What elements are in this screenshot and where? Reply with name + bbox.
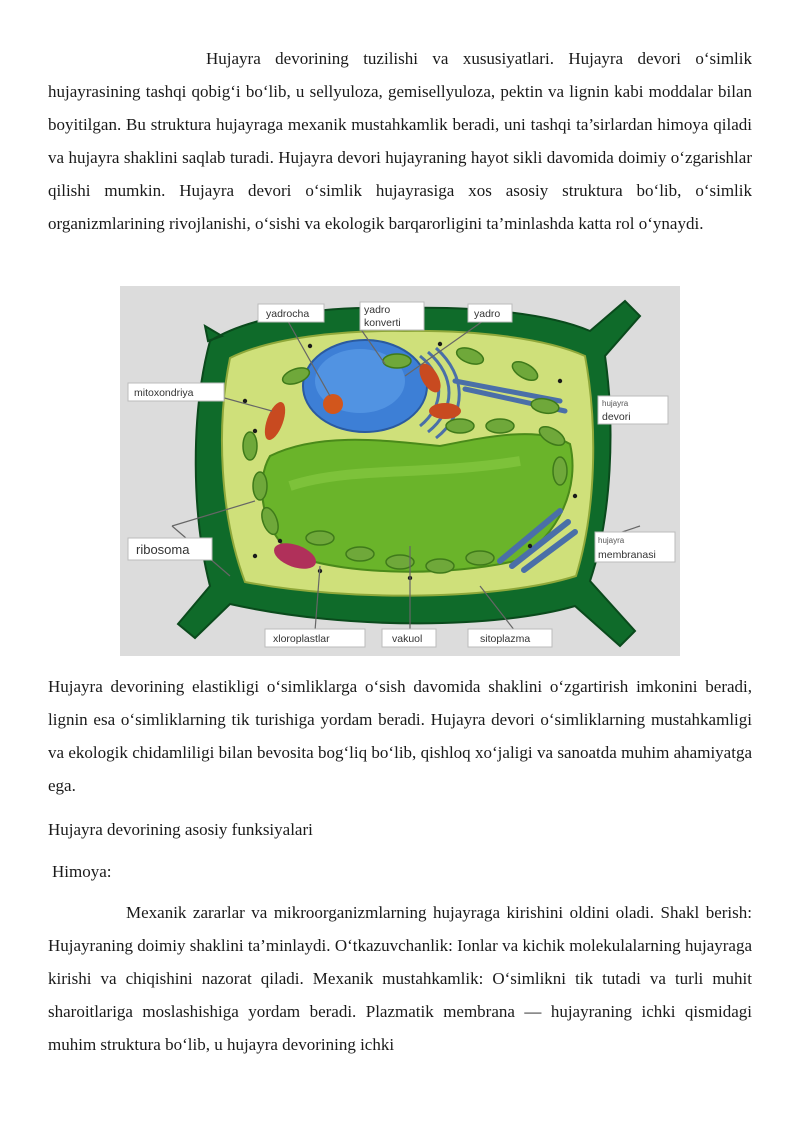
ribosome (308, 344, 312, 348)
svg-text:konverti: konverti (364, 317, 401, 329)
ribosome (243, 399, 247, 403)
svg-text:hujayra: hujayra (598, 536, 625, 545)
chloroplast (486, 419, 514, 433)
ribosome (528, 544, 532, 548)
plant-cell-svg (120, 286, 680, 656)
ribosome (438, 342, 442, 346)
chloroplast (466, 551, 494, 565)
label-xloroplastlar (265, 629, 365, 647)
label-yadrocha (258, 304, 324, 322)
heading-main-functions: Hujayra devorining asosiy funksiyalari (48, 820, 313, 839)
label-sitoplazma (468, 629, 552, 647)
chloroplast (243, 432, 257, 460)
label-hujayra-devori (598, 396, 668, 424)
svg-text:ribosoma: ribosoma (136, 542, 190, 557)
svg-text:devori: devori (602, 411, 631, 423)
paragraph-functions-list: Mexanik zararlar va mikroorganizmlarning hujayraga kirishini oldini oladi. Shakl berish: Hujayraning doimiy shaklini ta’minlaydi. O‘tkazuvchanlik: Ionlar va kichik molekulalarning hujayraga kirishi va chiqishini nazorat qiladi. Mexanik mustahkamlik: O‘simlikni tik tutadi va turli muhit sharoitlariga moslashishiga yordam beradi. Plazmatik membrana — hujayraning ichki qismidagi muhim struktura bo‘lib, u hujayra devorining ichki (48, 903, 752, 1054)
label-yadro (468, 304, 512, 322)
chloroplast (426, 559, 454, 573)
label-yadro-konverti (360, 302, 424, 330)
heading-protection: Himoya: (52, 862, 112, 881)
label-mitoxondriya (128, 383, 224, 401)
svg-text:membranasi: membranasi (598, 549, 656, 561)
svg-text:mitoxondriya: mitoxondriya (134, 387, 194, 399)
svg-text:sitoplazma: sitoplazma (480, 633, 531, 645)
label-hujayra-membranasi (595, 532, 675, 562)
ribosome (253, 429, 257, 433)
svg-text:vakuol: vakuol (392, 633, 423, 645)
nucleolus (323, 394, 343, 414)
chloroplast (306, 531, 334, 545)
label-vakuol (382, 629, 436, 647)
svg-text:yadrocha: yadrocha (266, 308, 310, 320)
plant-cell-diagram (120, 286, 680, 656)
paragraph-cell-wall-elasticity: Hujayra devorining elastikligi o‘simliklarga o‘sish davomida shaklini o‘zgartirish imkonini beradi, lignin esa o‘simliklarning tik turishiga yordam beradi. Hujayra devori o‘simliklarning mustahkamligi va ekologik chidamliligi bilan bevosita bog‘liq bo‘lib, qishloq xo‘jaligi va sanoatda muhim ahamiyatga ega. (48, 677, 752, 795)
ribosome (278, 539, 282, 543)
chloroplast (553, 457, 567, 485)
ribosome (558, 379, 562, 383)
svg-text:xloroplastlar: xloroplastlar (273, 633, 330, 645)
chloroplast (253, 472, 267, 500)
chloroplast (346, 547, 374, 561)
ribosome (573, 494, 577, 498)
svg-text:yadro: yadro (474, 308, 501, 320)
svg-text:yadro: yadro (364, 304, 391, 316)
label-ribosoma (128, 538, 212, 560)
chloroplast (383, 354, 411, 368)
paragraph-cell-wall-structure: Hujayra devorining tuzilishi va xususiyatlari. Hujayra devori o‘simlik hujayrasining tashqi qobig‘i bo‘lib, u sellyuloza, gemisellyuloza, pektin va lignin kabi moddalar bilan boyitilgan. Bu struktura hujayraga mexanik mustahkamlik beradi, uni tashqi ta’sirlardan himoya qiladi va hujayra shaklini saqlab turadi. Hujayra devori hujayraning hayot sikli davomida doimiy o‘zgarishlar qilishi mumkin. Hujayra devori o‘simlik hujayrasiga xos asosiy struktura bo‘lib, o‘simlik organizmlarining rivojlanishi, o‘sishi va ekologik barqarorligini ta’minlashda katta rol o‘ynaydi. (48, 49, 752, 233)
mitochondrion-3 (429, 403, 461, 419)
ribosome (253, 554, 257, 558)
chloroplast (446, 419, 474, 433)
svg-text:hujayra: hujayra (602, 399, 629, 408)
